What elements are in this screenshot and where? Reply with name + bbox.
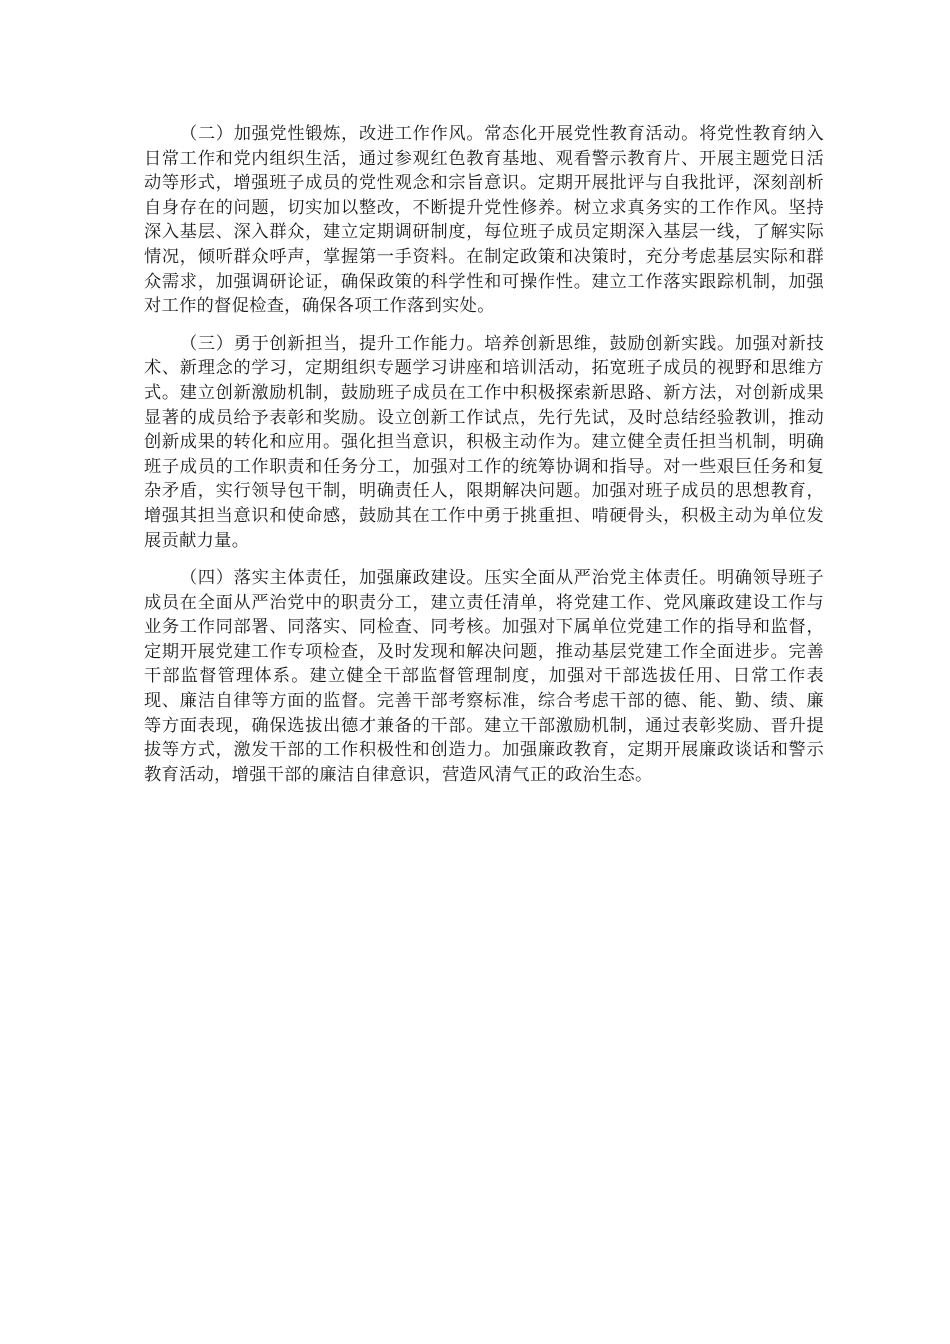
paragraph-section-two: （二）加强党性锻炼，改进工作作风。常态化开展党性教育活动。将党性教育纳入日常工作和党内组织生活，通过参观红色教育基地、观看警示教育片、开展主题党日活动等形式，增强班子成员的党性观念和宗旨意识。定期开展批评与自我批评，深刻剖析自身存在的问题，切实加以整改，不断提升党性修养。树立求真务实的工作作风。坚持深入基层、深入群众，建立定期调研制度，每位班子成员定期深入基层一线，了解实际情况，倾听群众呼声，掌握第一手资料。在制定政策和决策时，充分考虑基层实际和群众需求，加强调研论证，确保政策的科学性和可操作性。建立工作落实跟踪机制，加强对工作的督促检查，确保各项工作落到实处。 xyxy=(144,124,824,317)
paragraph-section-four: （四）落实主体责任，加强廉政建设。压实全面从严治党主体责任。明确领导班子成员在全面从严治党中的职责分工，建立责任清单，将党建工作、党风廉政建设工作与业务工作同部署、同落实、同检查、同考核。加强对下属单位党建工作的指导和监督，定期开展党建工作专项检查，及时发现和解决问题，推动基层党建工作全面进步。完善干部监督管理体系。建立健全干部监督管理制度，加强对干部选拔任用、日常工作表现、廉洁自律等方面的监督。完善干部考察标准，综合考虑干部的德、能、勤、绩、廉等方面表现，确保选拔出德才兼备的干部。建立干部激励机制，通过表彰奖励、晋升提拔等方式，激发干部的工作积极性和创造力。加强廉政教育，定期开展廉政谈话和警示教育活动，增强干部的廉洁自律意识，营造风清气正的政治生态。 xyxy=(144,568,824,785)
document-page xyxy=(144,122,824,800)
paragraph-section-three: （三）勇于创新担当，提升工作能力。培养创新思维，鼓励创新实践。加强对新技术、新理念的学习，定期组织专题学习讲座和培训活动，拓宽班子成员的视野和思维方式。建立创新激励机制，鼓励班子成员在工作中积极探索新思路、新方法，对创新成果显著的成员给予表彰和奖励。设立创新工作试点，先行先试，及时总结经验教训，推动创新成果的转化和应用。强化担当意识，积极主动作为。建立健全责任担当机制，明确班子成员的工作职责和任务分工，加强对工作的统筹协调和指导。对一些艰巨任务和复杂矛盾，实行领导包干制，明确责任人，限期解决问题。加强对班子成员的思想教育，增强其担当意识和使命感，鼓励其在工作中勇于挑重担、啃硬骨头，积极主动为单位发展贡献力量。 xyxy=(144,333,824,551)
